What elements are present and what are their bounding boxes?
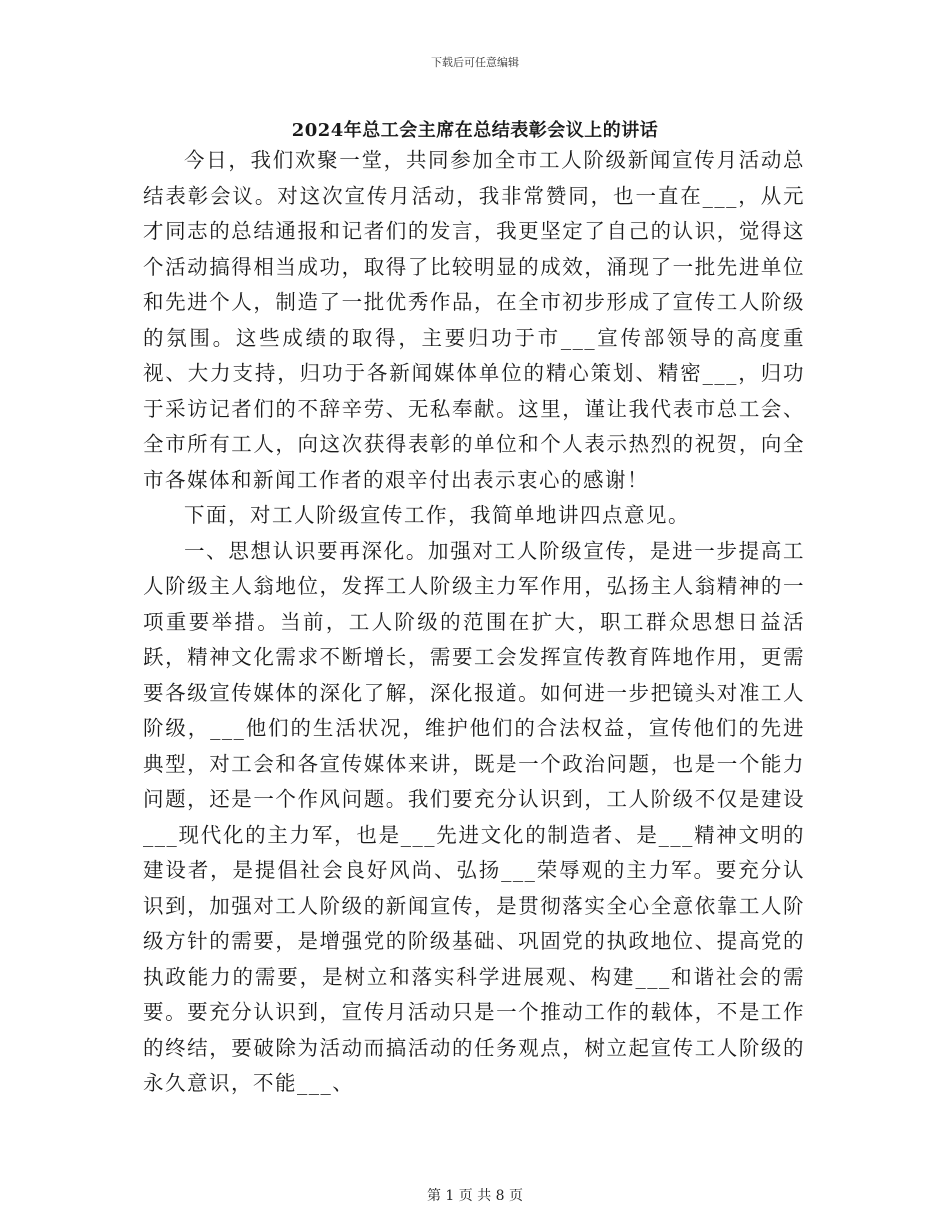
paragraph-point-one: 一、思想认识要再深化。加强对工人阶级宣传，是进一步提高工人阶级主人翁地位，发挥工人阶级主力军作用，弘扬主人翁精神的一项重要举措。当前，工人阶级的范围在扩大，职工群众思想日益活跃，精神文化需求不断增长，需要工会发挥宣传教育阵地作用，更需要各级宣传媒体的深化了解，深化报道。如何进一步把镜头对准工人阶级，___他们的生活状况，维护他们的合法权益，宣传他们的先进典型，对工会和各宣传媒体来讲，既是一个政治问题，也是一个能力问题，还是一个作风问题。我们要充分认识到，工人阶级不仅是建设___现代化的主力军，也是___先进文化的制造者、是___精神文明的建设者，是提倡社会良好风尚、弘扬___荣辱观的主力军。要充分认识到，加强对工人阶级的新闻宣传，是贯彻落实全心全意依靠工人阶级方针的需要，是增强党的阶级基础、巩固党的执政地位、提高党的执政能力的需要，是树立和落实科学进展观、构建___和谐社会的需要。要充分认识到，宣传月活动只是一个推动工作的载体，不是工作的终结，要破除为活动而搞活动的任务观点，树立起宣传工人阶级的永久意识，不能___、: [143, 538, 805, 1095]
paragraph-intro: 下面，对工人阶级宣传工作，我简单地讲四点意见。: [184, 503, 690, 527]
page-number: 第 1 页 共 8 页: [426, 1188, 524, 1204]
page-header-note: 下载后可任意编辑: [431, 56, 519, 69]
document-body: [143, 143, 805, 1102]
document-title: 2024年总工会主席在总结表彰会议上的讲话: [291, 120, 659, 141]
paragraph-opening: 今日，我们欢聚一堂，共同参加全市工人阶级新闻宣传月活动总结表彰会议。对这次宣传月活动，我非常赞同，也一直在___，从元才同志的总结通报和记者们的发言，我更坚定了自己的认识，觉得这个活动搞得相当成功，取得了比较明显的成效，涌现了一批先进单位和先进个人，制造了一批优秀作品，在全市初步形成了宣传工人阶级的氛围。这些成绩的取得，主要归功于市___宣传部领导的高度重视、大力支持，归功于各新闻媒体单位的精心策划、精密___，归功于采访记者们的不辞辛劳、无私奉献。这里，谨让我代表市总工会、全市所有工人，向这次获得表彰的单位和个人表示热烈的祝贺，向全市各媒体和新闻工作者的艰辛付出表示衷心的感谢！: [143, 148, 805, 492]
